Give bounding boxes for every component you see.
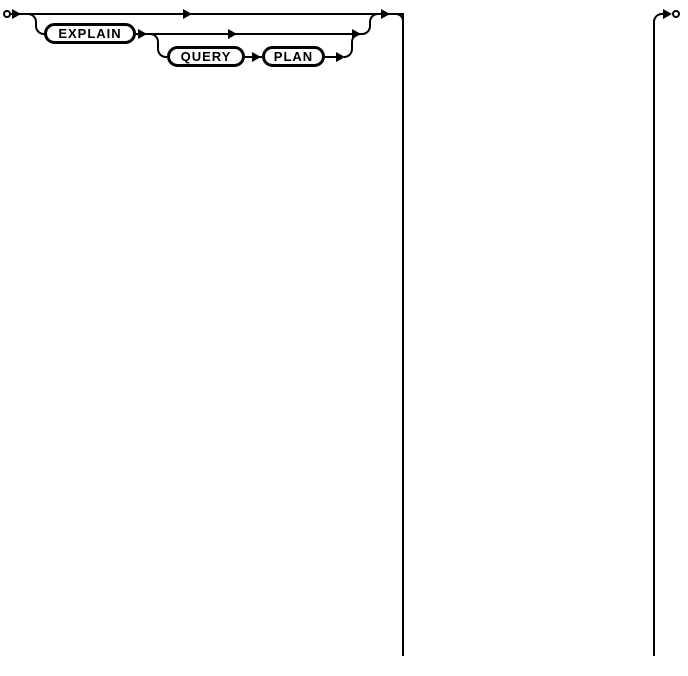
- top-merge-arrow-icon: [381, 9, 390, 19]
- fanout-vertical-line: [402, 13, 404, 656]
- query-plan-line: [245, 56, 262, 58]
- explain-branch-arc2: [35, 22, 44, 35]
- merge-vertical-line: [653, 20, 655, 656]
- top-bypass-line: [11, 13, 403, 15]
- plan-merge-arc2: [351, 33, 360, 47]
- explain-bypass-arrow-icon: [228, 29, 237, 39]
- keyword-pill-query: QUERY: [167, 46, 245, 67]
- keyword-pill-explain: EXPLAIN: [44, 23, 136, 44]
- explain-bypass-line: [136, 33, 364, 35]
- top-bypass-arrow-icon: [183, 9, 192, 19]
- end-terminal-dot: [672, 10, 680, 18]
- start-terminal-dot: [3, 10, 11, 18]
- queryplan-branch-arc2: [157, 43, 167, 58]
- keyword-pill-plan: PLAN: [262, 46, 325, 67]
- end-arrow-icon: [663, 9, 672, 19]
